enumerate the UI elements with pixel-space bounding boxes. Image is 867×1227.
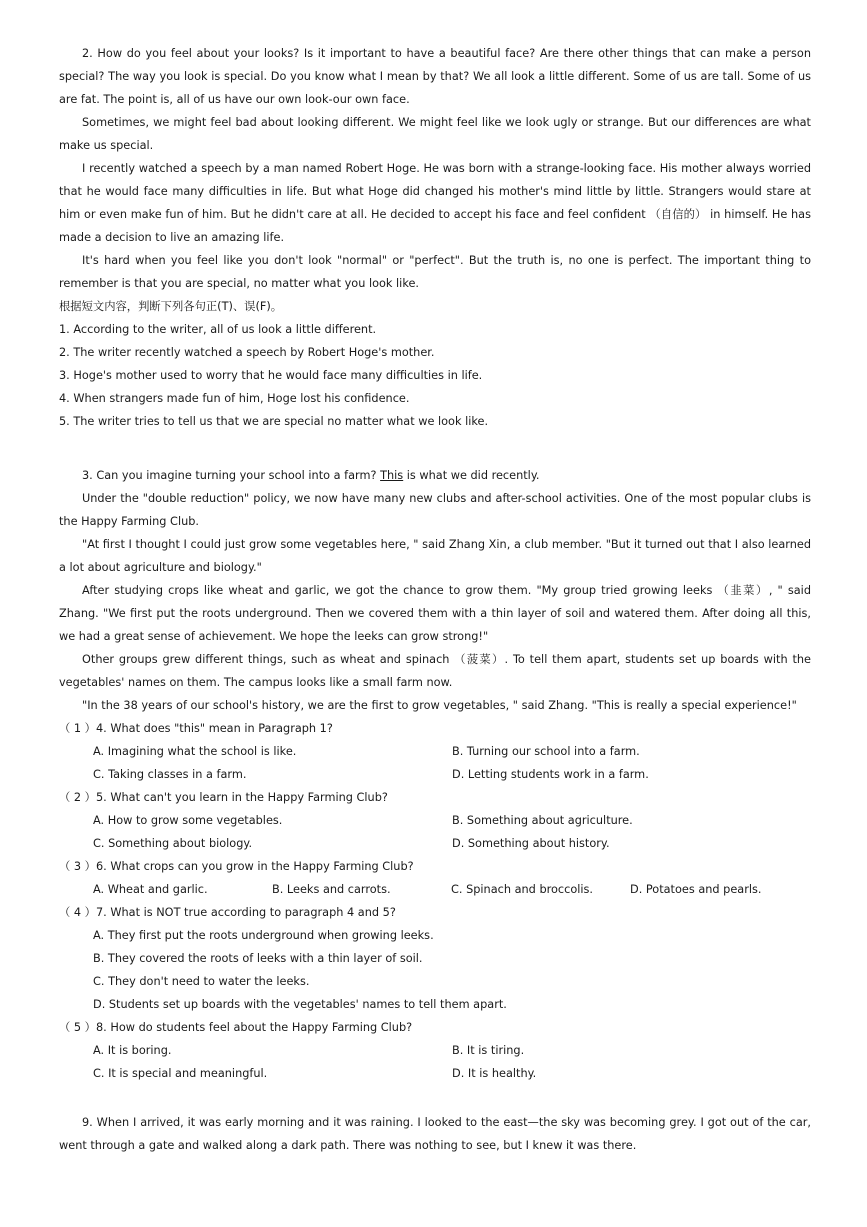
passage-9-paragraph: 9. When I arrived, it was early morning and it was raining. I looked to the east—the sky was becoming grey. I got out of the car, went through a gate and walked along a dark path. There was nothing to see, but I knew it was there. xyxy=(59,1116,811,1152)
option-d: D. Letting students work in a farm. xyxy=(452,768,649,781)
passage-3-paragraph: After studying crops like wheat and garlic, we got the chance to grow them. "My group tried growing leeks （韭菜）, " said Zhang. "We first put the roots underground. Then we covered them with a thin layer of soil and watered them. After doing all this, we had a great sense of achievement. We hope the leeks can grow strong!" xyxy=(59,584,811,643)
option-b: B. Turning our school into a farm. xyxy=(452,745,640,758)
question-stem: （ 3 ）6. What crops can you grow in the Happy Farming Club? xyxy=(59,860,414,873)
option-d: D. Potatoes and pearls. xyxy=(630,883,762,896)
underlined-word: This xyxy=(380,469,404,482)
passage-2-paragraph: 2. How do you feel about your looks? Is it important to have a beautiful face? Are there other things that can make a person special? The way you look is special. Do you know what I mean by that? We all look a little different. Some of us are tall. Some of us are fat. The point is, all of us have our own look-our own face. xyxy=(59,47,811,106)
question-2 xyxy=(59,786,811,855)
document-page xyxy=(59,42,811,1157)
option-a: A. They first put the roots underground when growing leeks. xyxy=(93,929,434,942)
option-d: D. Something about history. xyxy=(452,837,610,850)
question-3 xyxy=(59,855,811,901)
option-c: C. Spinach and broccolis. xyxy=(451,883,594,896)
passage-2-paragraph: Sometimes, we might feel bad about looking different. We might feel like we look ugly or strange. But our differences are what make us special. xyxy=(59,116,811,152)
option-d: D. Students set up boards with the vegetables' names to tell them apart. xyxy=(93,998,507,1011)
option-c: C. They don't need to water the leeks. xyxy=(93,975,310,988)
statement: 5. The writer tries to tell us that we are special no matter what we look like. xyxy=(59,415,489,428)
statement: 4. When strangers made fun of him, Hoge lost his confidence. xyxy=(59,392,410,405)
passage-2-paragraph: It's hard when you feel like you don't look "normal" or "perfect". But the truth is, no one is perfect. The important thing to remember is that you are special, no matter what you look like. xyxy=(59,254,811,290)
option-a: A. How to grow some vegetables. xyxy=(93,814,283,827)
true-false-instruction: 根据短文内容，判断下列各句正(T)、误(F)。 xyxy=(59,300,283,313)
question-stem: （ 2 ）5. What can't you learn in the Happy Farming Club? xyxy=(59,791,388,804)
option-b: B. Something about agriculture. xyxy=(452,814,633,827)
option-a: A. Wheat and garlic. xyxy=(93,883,208,896)
option-c: C. It is special and meaningful. xyxy=(93,1067,268,1080)
question-stem: （ 4 ）7. What is NOT true according to paragraph 4 and 5? xyxy=(59,906,396,919)
passage-3-paragraph: "At first I thought I could just grow some vegetables here, " said Zhang Xin, a club member. "But it turned out that I also learned a lot about agriculture and biology." xyxy=(59,538,811,574)
passage-2 xyxy=(59,42,811,433)
statement: 1. According to the writer, all of us look a little different. xyxy=(59,323,377,336)
first-suffix: is what we did recently. xyxy=(403,469,540,482)
passage-3 xyxy=(59,464,811,1085)
option-b: B. Leeks and carrots. xyxy=(272,883,391,896)
option-c: C. Something about biology. xyxy=(93,837,253,850)
option-a: A. Imagining what the school is like. xyxy=(93,745,297,758)
option-b: B. It is tiring. xyxy=(452,1044,525,1057)
passage-9 xyxy=(59,1111,811,1157)
question-4 xyxy=(59,901,811,1016)
passage-3-paragraph: Other groups grew different things, such as wheat and spinach （菠菜）. To tell them apart, students set up boards with the vegetables' names on them. The campus looks like a small farm now. xyxy=(59,653,811,689)
question-5 xyxy=(59,1016,811,1085)
question-1 xyxy=(59,717,811,786)
question-stem: （ 1 ）4. What does "this" mean in Paragraph 1? xyxy=(59,722,333,735)
passage-3-first-paragraph xyxy=(59,464,811,487)
statement: 2. The writer recently watched a speech by Robert Hoge's mother. xyxy=(59,346,435,359)
option-b: B. They covered the roots of leeks with a thin layer of soil. xyxy=(93,952,423,965)
question-stem: （ 5 ）8. How do students feel about the Happy Farming Club? xyxy=(59,1021,413,1034)
passage-2-paragraph: I recently watched a speech by a man named Robert Hoge. He was born with a strange-looking face. His mother always worried that he would face many difficulties in life. But what Hoge did changed his mother's mind little by little. Strangers would stare at him or even make fun of him. But he didn't care at all. He decided to accept his face and feel confident （自信的） in himself. He has made a decision to live an amazing life. xyxy=(59,162,811,244)
first-prefix: 3. Can you imagine turning your school into a farm? xyxy=(82,469,381,482)
option-d: D. It is healthy. xyxy=(452,1067,537,1080)
passage-3-paragraph: "In the 38 years of our school's history, we are the first to grow vegetables, " said Zhang. "This is really a special experience!" xyxy=(82,699,797,712)
statement: 3. Hoge's mother used to worry that he would face many difficulties in life. xyxy=(59,369,483,382)
option-a: A. It is boring. xyxy=(93,1044,172,1057)
option-c: C. Taking classes in a farm. xyxy=(93,768,247,781)
passage-3-paragraph: Under the "double reduction" policy, we now have many new clubs and after-school activities. One of the most popular clubs is the Happy Farming Club. xyxy=(59,492,811,528)
